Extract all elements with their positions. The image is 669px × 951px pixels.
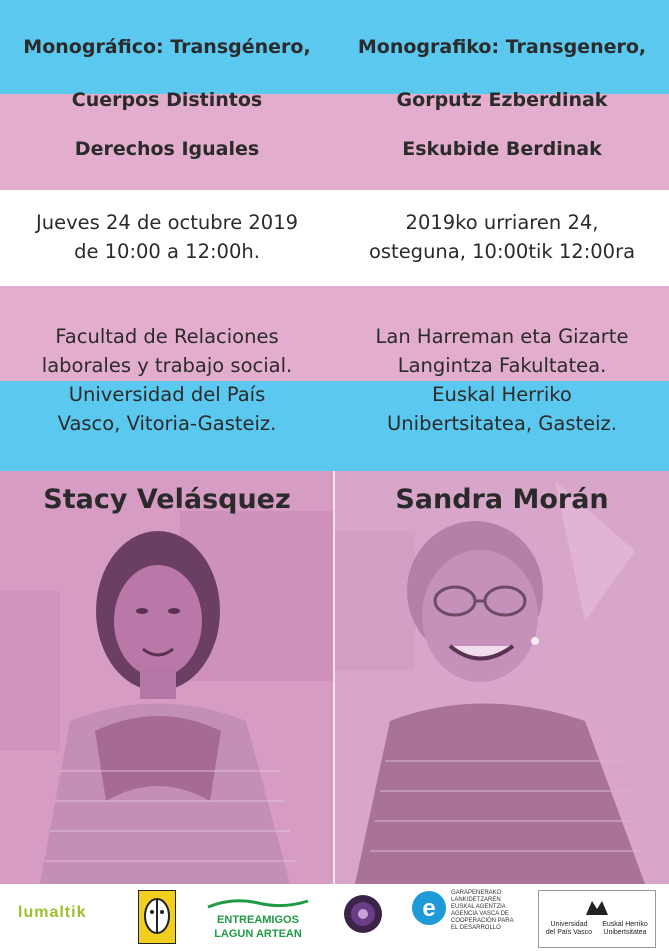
- agency-line-2: LANKIDETZAREN: [451, 897, 501, 903]
- venue-es-line-2: laborales y trabajo social.: [41, 354, 293, 377]
- speaker-name-left: Stacy Velásquez: [43, 484, 291, 515]
- venue-es-line-1: Facultad de Relaciones: [55, 325, 279, 348]
- date-eu-line-2: osteguna, 10:00tik 12:00ra: [368, 240, 636, 263]
- venue-eu: [335, 322, 669, 438]
- agency-line-1: GARAPENERAKO: [451, 890, 502, 896]
- venue-eu-line-1: Lan Harreman eta Gizarte: [375, 325, 629, 348]
- speaker-portrait-right: [335, 471, 669, 884]
- venue-eu-line-2: Langintza Fakultatea.: [397, 354, 607, 377]
- university-eu-line-2: Unibertsitatea: [603, 929, 647, 936]
- mask-logo: [138, 890, 176, 948]
- agency-line-5: COOPERACIÓN PARA: [451, 918, 514, 924]
- svg-text:e: e: [422, 895, 436, 922]
- university-logo: [538, 890, 656, 948]
- date-es: [0, 208, 334, 266]
- sponsor-logos: [0, 884, 669, 951]
- venue-eu-line-4: Unibertsitatea, Gasteiz.: [387, 412, 617, 435]
- date-es-line-2: de 10:00 a 12:00h.: [74, 240, 260, 263]
- university-eu-line-1: Euskal Herriko: [602, 921, 648, 928]
- speaker-photo-left: [0, 471, 333, 884]
- speaker-name-right: Sandra Morán: [395, 484, 609, 515]
- date-eu-line-1: 2019ko urriaren 24,: [405, 211, 599, 234]
- entreamigos-logo: [203, 894, 313, 941]
- agency-e-icon: [411, 890, 447, 926]
- date-eu: [335, 208, 669, 266]
- university-es-line-1: Universidad: [550, 921, 588, 928]
- venue-eu-line-3: Euskal Herriko: [432, 383, 572, 406]
- title-eu-line-2: Gorputz Ezberdinak: [396, 89, 608, 111]
- venue-es-line-4: Vasco, Vitoria-Gasteiz.: [57, 412, 277, 435]
- title-es-line-3: Derechos Iguales: [74, 138, 260, 160]
- speaker-photo-right: [335, 471, 669, 884]
- venue-es-line-3: Universidad del País: [68, 383, 266, 406]
- human-rights-seal-logo: [343, 894, 383, 938]
- entreamigos-figures-icon: [203, 897, 313, 909]
- agency-line-4: AGENCIA VASCA DE: [451, 911, 509, 917]
- date-es-line-1: Jueves 24 de octubre 2019: [35, 211, 299, 234]
- university-emblem-icon: [584, 897, 610, 917]
- agency-line-3: EUSKAL AGENTZIA: [451, 904, 506, 910]
- venue-es: [0, 322, 334, 438]
- entreamigos-line-2: LAGUN ARTEAN: [214, 928, 302, 940]
- entreamigos-line-1: ENTREAMIGOS: [217, 914, 299, 926]
- title-eu-line-1: Monografiko: Transgenero,: [357, 36, 647, 58]
- university-es-line-2: del País Vasco: [545, 929, 593, 936]
- title-es-line-2: Cuerpos Distintos: [71, 89, 263, 111]
- title-es-line-1: Monográfico: Transgénero,: [23, 36, 311, 58]
- agency-line-6: EL DESARROLLO: [451, 925, 501, 931]
- lumaltik-logo: lumaltik: [18, 904, 87, 921]
- speaker-portrait-left: [0, 471, 333, 884]
- title-eu-line-3: Eskubide Berdinak: [402, 138, 602, 160]
